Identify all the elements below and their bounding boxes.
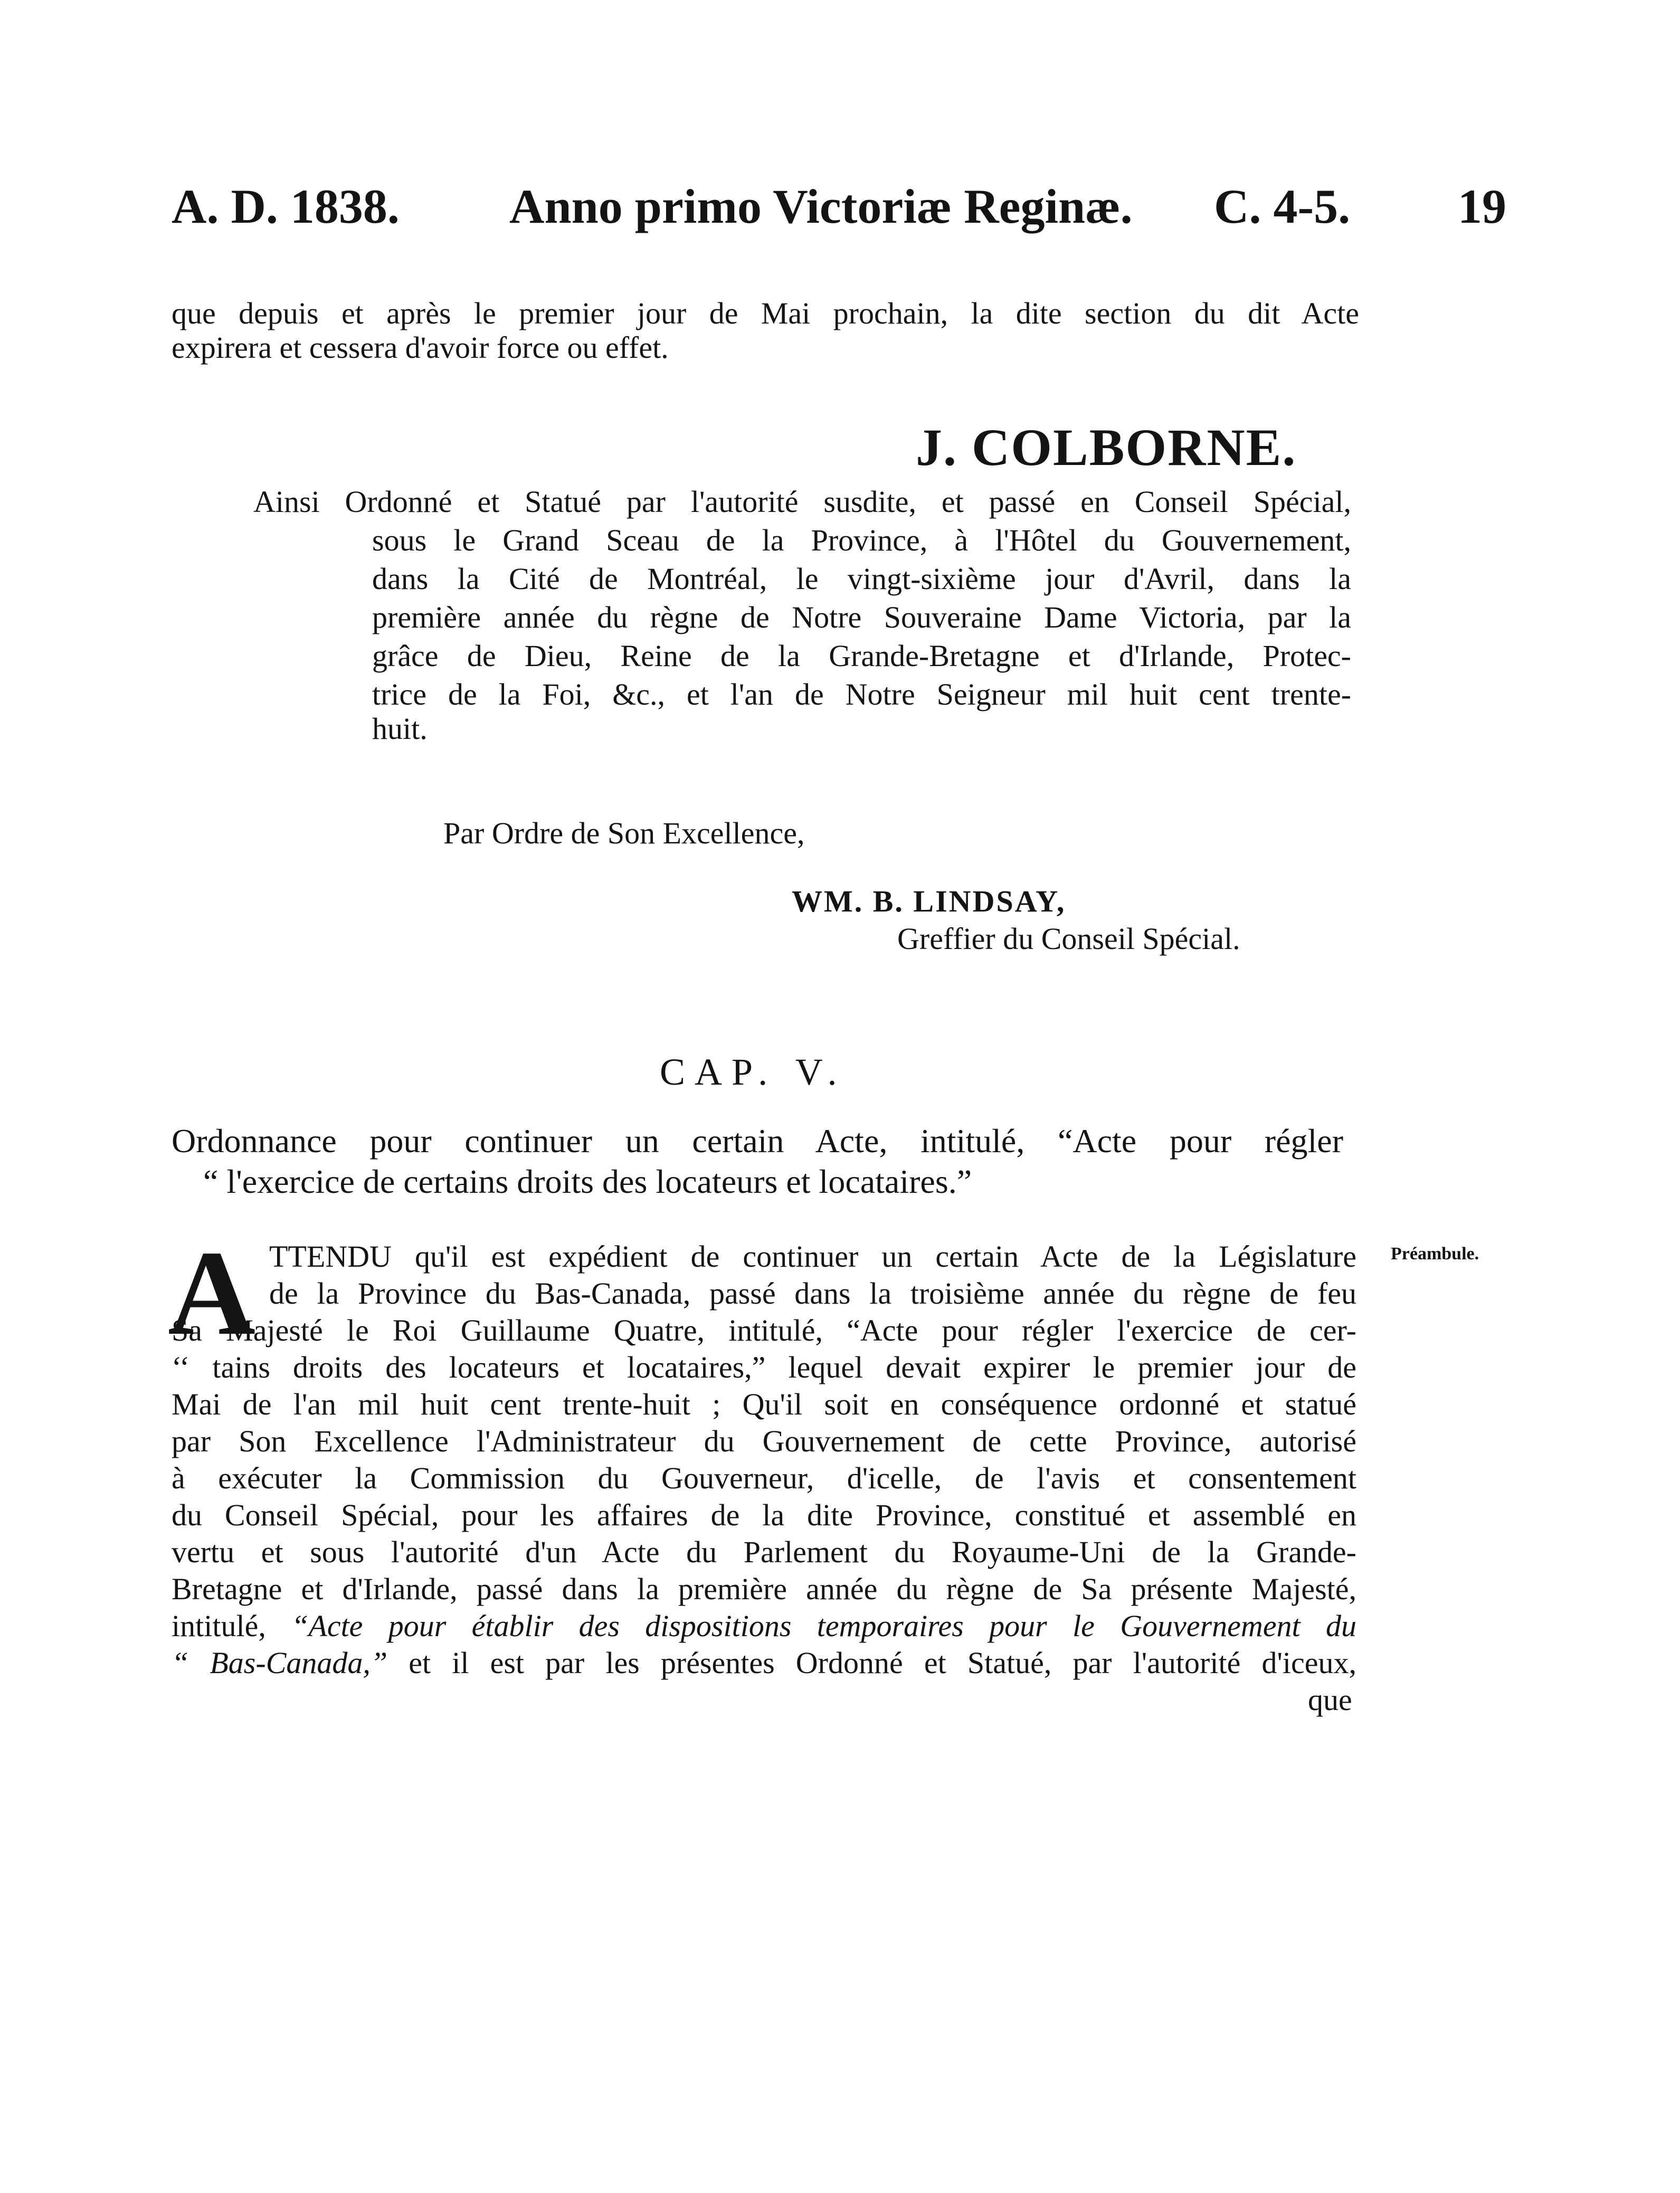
catchword: que <box>1308 1683 1352 1717</box>
body-line-11 <box>172 1611 1356 1641</box>
body-line-12-rest: et il est par les présentes Ordonné et Statué, par l'autorité d'iceux, <box>387 1646 1357 1680</box>
body-line-4: ‘‘ tains droits des locateurs et locataires,” lequel devait expirer le premier jour de <box>172 1350 1356 1384</box>
drop-cap: A <box>168 1226 256 1360</box>
enactment-line-3: dans la Cité de Montréal, le vingt-sixième jour d'Avril, dans la <box>372 562 1351 596</box>
ordinance-title-line-2: “ l'exercice de certains droits des locateurs et locataires.” <box>203 1163 972 1200</box>
body-line-11-prefix: intitulé, <box>172 1609 292 1643</box>
marginal-note-preamble: Préambule. <box>1391 1244 1479 1264</box>
body-line-12-italic: “ Bas-Canada,” <box>172 1646 388 1680</box>
body-line-8: du Conseil Spécial, pour les affaires de la dite Province, constitué et assemblé en <box>172 1498 1356 1532</box>
body-line-3: Sa Majesté le Roi Guillaume Quatre, intitulé, “Acte pour régler l'exercice de cer- <box>172 1313 1356 1347</box>
clerk-title: Greffier du Conseil Spécial. <box>897 922 1240 956</box>
body-line-9: vertu et sous l'autorité d'un Acte du Parlement du Royaume-Uni de la Grande- <box>172 1535 1356 1569</box>
body-line-2: de la Province du Bas-Canada, passé dans la troisième année du règne de feu <box>269 1276 1356 1311</box>
chapter-heading: CAP. V. <box>660 1051 847 1093</box>
header-chapter: C. 4-5. <box>1214 179 1351 233</box>
closing-line-2: expirera et cessera d'avoir force ou effet. <box>172 330 669 365</box>
enactment-line-4: première année du règne de Notre Souveraine Dame Victoria, par la <box>372 600 1351 634</box>
enactment-line-5: grâce de Dieu, Reine de la Grande-Bretagne et d'Irlande, Protec- <box>372 639 1351 673</box>
body-line-6: par Son Excellence l'Administrateur du Gouvernement de cette Province, autorisé <box>172 1424 1356 1458</box>
order-by: Par Ordre de Son Excellence, <box>443 816 805 850</box>
clerk-name: WM. B. LINDSAY, <box>792 884 1066 918</box>
body-line-10: Bretagne et d'Irlande, passé dans la première année du règne de Sa présente Majesté, <box>172 1572 1356 1606</box>
enactment-line-2: sous le Grand Sceau de la Province, à l'Hôtel du Gouvernement, <box>372 523 1351 557</box>
header-year: A. D. 1838. <box>172 179 400 233</box>
header-title: Anno primo Victoriæ Reginæ. <box>509 179 1133 233</box>
enactment-line-1: Ainsi Ordonné et Statué par l'autorité susdite, et passé en Conseil Spécial, <box>253 485 1351 519</box>
closing-line-1: que depuis et après le premier jour de Mai prochain, la dite section du dit Acte <box>172 296 1359 330</box>
signature-colborne: J. COLBORNE. <box>916 418 1297 477</box>
ordinance-title-line-1: Ordonnance pour continuer un certain Acte, intitulé, “Acte pour régler <box>172 1122 1343 1160</box>
enactment-line-7: huit. <box>372 711 428 746</box>
body-line-5: Mai de l'an mil huit cent trente-huit ; Qu'il soit en conséquence ordonné et statué <box>172 1387 1356 1421</box>
body-line-1: TTENDU qu'il est expédient de continuer un certain Acte de la Législature <box>269 1239 1356 1274</box>
body-line-12 <box>172 1648 1356 1678</box>
page-number: 19 <box>1458 179 1506 233</box>
body-line-11-italic: “Acte pour établir des dispositions temporaires pour le Gouvernement du <box>291 1609 1356 1643</box>
enactment-line-6: trice de la Foi, &c., et l'an de Notre Seigneur mil huit cent trente- <box>372 677 1351 711</box>
body-line-7: à exécuter la Commission du Gouverneur, d'icelle, de l'avis et consentement <box>172 1461 1356 1495</box>
